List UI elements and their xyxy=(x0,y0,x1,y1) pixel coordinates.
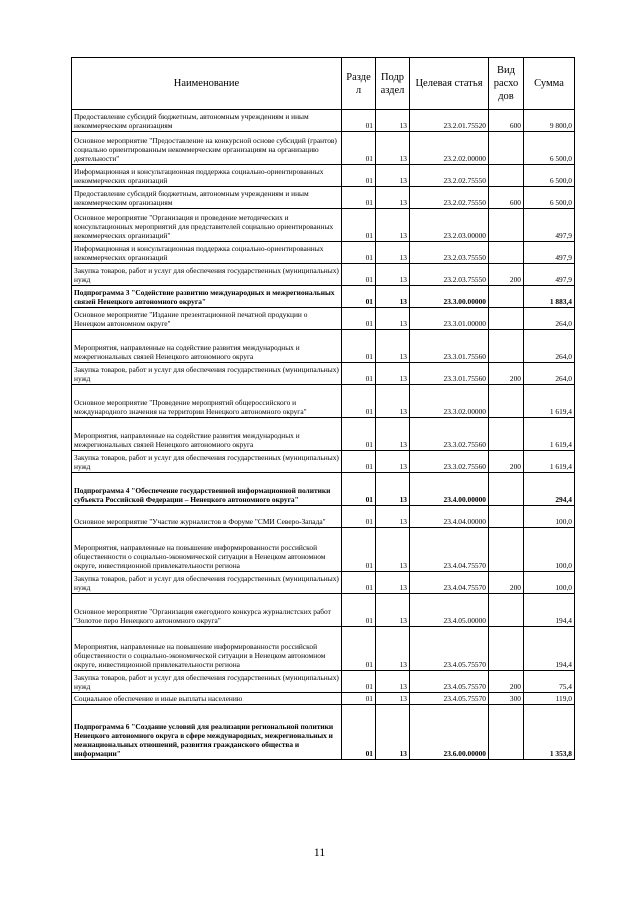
row-subsection: 13 xyxy=(376,209,410,242)
row-sum: 6 500,0 xyxy=(524,132,575,165)
row-name: Основное мероприятие "Проведение мероприятий общероссийского и международного значения на территории Ненецкого автономного округа" xyxy=(72,385,342,418)
row-name: Мероприятия, направленные на содействие развития международных и межрегиональных связей Ненецкого автономного округа xyxy=(72,330,342,363)
table-row xyxy=(72,264,575,286)
row-target: 23.3.02.75560 xyxy=(410,418,489,451)
row-sum: 100,0 xyxy=(524,528,575,572)
row-target: 23.4.04.75570 xyxy=(410,572,489,594)
row-subsection: 13 xyxy=(376,242,410,264)
row-target: 23.4.05.00000 xyxy=(410,594,489,627)
row-expense xyxy=(489,627,524,671)
row-expense xyxy=(489,473,524,506)
row-subsection: 13 xyxy=(376,594,410,627)
row-subsection: 13 xyxy=(376,528,410,572)
table-row xyxy=(72,209,575,242)
row-section: 01 xyxy=(342,132,376,165)
row-section: 01 xyxy=(342,671,376,693)
row-sum: 194,4 xyxy=(524,627,575,671)
budget-table xyxy=(71,57,575,760)
row-subsection: 13 xyxy=(376,705,410,760)
row-sum: 9 800,0 xyxy=(524,110,575,132)
table-row xyxy=(72,330,575,363)
row-target: 23.2.03.00000 xyxy=(410,209,489,242)
row-target: 23.3.02.75560 xyxy=(410,451,489,473)
row-expense xyxy=(489,330,524,363)
row-subsection: 13 xyxy=(376,671,410,693)
table-row xyxy=(72,363,575,385)
page-number: 11 xyxy=(313,845,326,859)
row-subsection: 13 xyxy=(376,473,410,506)
row-section: 01 xyxy=(342,110,376,132)
row-sum: 119,0 xyxy=(524,693,575,705)
table-row xyxy=(72,627,575,671)
header-name: Наименование xyxy=(72,58,342,110)
row-expense: 600 xyxy=(489,110,524,132)
row-subsection: 13 xyxy=(376,187,410,209)
row-subsection: 13 xyxy=(376,506,410,528)
row-target: 23.3.00.00000 xyxy=(410,286,489,308)
header-sum: Сумма xyxy=(524,58,575,110)
row-expense xyxy=(489,528,524,572)
row-sum: 1 619,4 xyxy=(524,451,575,473)
header-target: Целевая статья xyxy=(410,58,489,110)
table-row xyxy=(72,572,575,594)
row-expense: 200 xyxy=(489,264,524,286)
row-target: 23.3.01.75560 xyxy=(410,363,489,385)
row-subsection: 13 xyxy=(376,418,410,451)
row-section: 01 xyxy=(342,242,376,264)
row-sum: 75,4 xyxy=(524,671,575,693)
row-expense: 200 xyxy=(489,451,524,473)
row-section: 01 xyxy=(342,572,376,594)
table-row xyxy=(72,705,575,760)
row-subsection: 13 xyxy=(376,385,410,418)
row-subsection: 13 xyxy=(376,110,410,132)
row-sum: 294,4 xyxy=(524,473,575,506)
row-name: Закупка товаров, работ и услуг для обеспечения государственных (муниципальных) нужд xyxy=(72,264,342,286)
row-expense xyxy=(489,286,524,308)
row-section: 01 xyxy=(342,308,376,330)
row-section: 01 xyxy=(342,330,376,363)
row-sum: 6 500,0 xyxy=(524,187,575,209)
row-expense xyxy=(489,209,524,242)
row-subsection: 13 xyxy=(376,132,410,165)
row-target: 23.4.04.75570 xyxy=(410,528,489,572)
table-header-row xyxy=(72,58,575,110)
row-expense xyxy=(489,132,524,165)
row-subsection: 13 xyxy=(376,627,410,671)
row-section: 01 xyxy=(342,693,376,705)
row-name: Основное мероприятие "Участие журналистов в Форуме "СМИ Северо-Запада" xyxy=(72,506,342,528)
row-sum: 1 619,4 xyxy=(524,385,575,418)
row-target: 23.4.05.75570 xyxy=(410,627,489,671)
header-subsection: Подр аздел xyxy=(376,58,410,110)
row-section: 01 xyxy=(342,264,376,286)
table-row xyxy=(72,242,575,264)
row-expense xyxy=(489,308,524,330)
row-name: Основное мероприятие "Предоставление на конкурсной основе субсидий (грантов) социально ориентированным некоммерческим организациям на организацию деятельности" xyxy=(72,132,342,165)
row-name: Подпрограмма 4 "Обеспечение государственной информационной политики субъекта Российской Федерации – Ненецкого автономного округа" xyxy=(72,473,342,506)
row-subsection: 13 xyxy=(376,451,410,473)
table-row xyxy=(72,594,575,627)
row-expense: 600 xyxy=(489,187,524,209)
row-target: 23.6.00.00000 xyxy=(410,705,489,760)
table-row xyxy=(72,693,575,705)
row-name: Основное мероприятие "Организация и проведение методических и консультационных мероприятий для представителей социально ориентированных некоммерческих организаций" xyxy=(72,209,342,242)
row-name: Закупка товаров, работ и услуг для обеспечения государственных (муниципальных) нужд xyxy=(72,363,342,385)
row-section: 01 xyxy=(342,451,376,473)
row-section: 01 xyxy=(342,418,376,451)
row-expense xyxy=(489,594,524,627)
row-section: 01 xyxy=(342,363,376,385)
row-name: Мероприятия, направленные на повышение информированности российской общественности о социально-экономической ситуации в Ненецком автономном округе, инвестиционной привлекательности региона xyxy=(72,627,342,671)
row-section: 01 xyxy=(342,594,376,627)
row-target: 23.4.00.00000 xyxy=(410,473,489,506)
row-target: 23.3.01.00000 xyxy=(410,308,489,330)
row-sum: 497,9 xyxy=(524,242,575,264)
row-sum: 497,9 xyxy=(524,264,575,286)
row-name: Социальное обеспечение и иные выплаты населению xyxy=(72,693,342,705)
row-subsection: 13 xyxy=(376,693,410,705)
row-name: Основное мероприятие "Организация ежегодного конкурса журналистских работ "Золотое перо Ненецкого автономного округа" xyxy=(72,594,342,627)
table-row xyxy=(72,506,575,528)
table-row xyxy=(72,187,575,209)
row-name: Закупка товаров, работ и услуг для обеспечения государственных (муниципальных) нужд xyxy=(72,671,342,693)
row-target: 23.4.05.75570 xyxy=(410,671,489,693)
row-subsection: 13 xyxy=(376,572,410,594)
row-target: 23.3.02.00000 xyxy=(410,385,489,418)
row-section: 01 xyxy=(342,209,376,242)
row-name: Предоставление субсидий бюджетным, автономным учреждениям и иным некоммерческим организациям xyxy=(72,187,342,209)
table-row xyxy=(72,308,575,330)
row-subsection: 13 xyxy=(376,264,410,286)
row-section: 01 xyxy=(342,506,376,528)
header-section: Разде л xyxy=(342,58,376,110)
row-expense: 200 xyxy=(489,363,524,385)
table-row xyxy=(72,110,575,132)
row-name: Основное мероприятие "Издание презентационной печатной продукции о Ненецком автономном округе" xyxy=(72,308,342,330)
row-target: 23.4.05.75570 xyxy=(410,693,489,705)
row-expense xyxy=(489,506,524,528)
row-expense xyxy=(489,165,524,187)
table-row xyxy=(72,528,575,572)
row-expense: 200 xyxy=(489,572,524,594)
table-row xyxy=(72,451,575,473)
row-sum: 100,0 xyxy=(524,506,575,528)
row-target: 23.2.01.75520 xyxy=(410,110,489,132)
row-target: 23.3.01.75560 xyxy=(410,330,489,363)
row-section: 01 xyxy=(342,187,376,209)
row-subsection: 13 xyxy=(376,330,410,363)
row-name: Подпрограмма 3 "Содействие развитию международных и межрегиональных связей Ненецкого автономного округа" xyxy=(72,286,342,308)
row-sum: 6 500,0 xyxy=(524,165,575,187)
table-row xyxy=(72,671,575,693)
row-subsection: 13 xyxy=(376,286,410,308)
row-name: Подпрограмма 6 "Создание условий для реализации региональной политики Ненецкого автономного округа в сфере международных, межрегиональных и межнациональных отношений, развития гражданского общества и информации" xyxy=(72,705,342,760)
row-section: 01 xyxy=(342,627,376,671)
row-target: 23.2.03.75550 xyxy=(410,264,489,286)
row-sum: 497,9 xyxy=(524,209,575,242)
table-row xyxy=(72,418,575,451)
row-sum: 264,0 xyxy=(524,363,575,385)
row-section: 01 xyxy=(342,528,376,572)
row-expense xyxy=(489,418,524,451)
row-target: 23.2.02.75550 xyxy=(410,165,489,187)
row-target: 23.2.02.75550 xyxy=(410,187,489,209)
row-name: Закупка товаров, работ и услуг для обеспечения государственных (муниципальных) нужд xyxy=(72,451,342,473)
row-sum: 1 353,8 xyxy=(524,705,575,760)
table-row xyxy=(72,132,575,165)
row-expense xyxy=(489,242,524,264)
row-expense xyxy=(489,385,524,418)
row-name: Закупка товаров, работ и услуг для обеспечения государственных (муниципальных) нужд xyxy=(72,572,342,594)
row-sum: 100,0 xyxy=(524,572,575,594)
row-section: 01 xyxy=(342,705,376,760)
row-name: Информационная и консультационная поддержка социально-ориентированных некоммерческих организаций xyxy=(72,165,342,187)
row-sum: 264,0 xyxy=(524,308,575,330)
row-section: 01 xyxy=(342,385,376,418)
row-name: Предоставление субсидий бюджетным, автономным учреждениям и иным некоммерческим организациям xyxy=(72,110,342,132)
row-sum: 194,4 xyxy=(524,594,575,627)
row-expense: 300 xyxy=(489,693,524,705)
row-subsection: 13 xyxy=(376,308,410,330)
table-row xyxy=(72,165,575,187)
row-expense: 200 xyxy=(489,671,524,693)
row-sum: 1 619,4 xyxy=(524,418,575,451)
row-section: 01 xyxy=(342,473,376,506)
row-section: 01 xyxy=(342,286,376,308)
row-target: 23.2.02.00000 xyxy=(410,132,489,165)
table-row xyxy=(72,286,575,308)
row-subsection: 13 xyxy=(376,363,410,385)
row-name: Мероприятия, направленные на повышение информированности российской общественности о социально-экономической ситуации в Ненецком автономном округе, инвестиционной привлекательности региона xyxy=(72,528,342,572)
header-expense: Вид расхо дов xyxy=(489,58,524,110)
table-row xyxy=(72,473,575,506)
row-expense xyxy=(489,705,524,760)
row-section: 01 xyxy=(342,165,376,187)
row-sum: 1 883,4 xyxy=(524,286,575,308)
row-name: Мероприятия, направленные на содействие развития международных и межрегиональных связей Ненецкого автономного округа xyxy=(72,418,342,451)
row-sum: 264,0 xyxy=(524,330,575,363)
row-subsection: 13 xyxy=(376,165,410,187)
row-target: 23.2.03.75550 xyxy=(410,242,489,264)
row-target: 23.4.04.00000 xyxy=(410,506,489,528)
table-row xyxy=(72,385,575,418)
row-name: Информационная и консультационная поддержка социально-ориентированных некоммерческих организаций xyxy=(72,242,342,264)
